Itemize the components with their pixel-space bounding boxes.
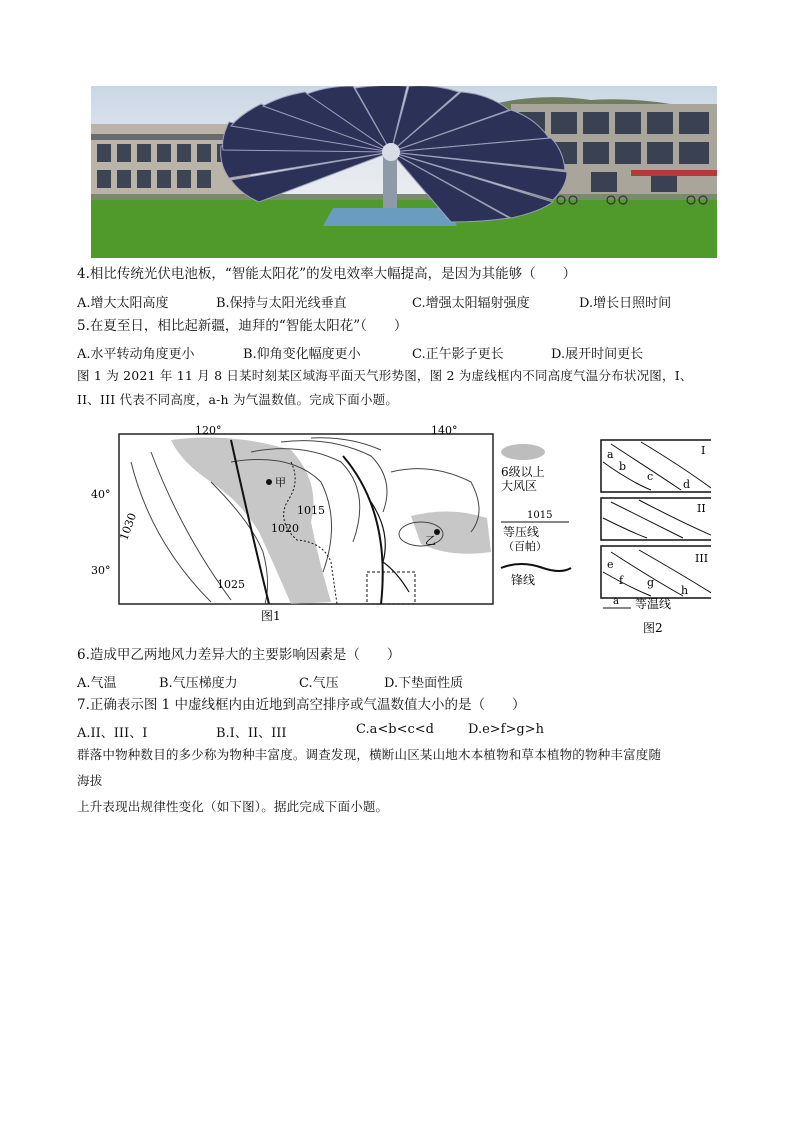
question-6-option-d: D.下垫面性质 <box>384 676 464 691</box>
question-5-option-d: D.展开时间更长 <box>551 347 644 362</box>
question-7-option-d: D.e>f>g>h <box>468 722 544 737</box>
question-6-stem: 6.造成甲乙两地风力差异大的主要影响因素是（ ） <box>77 647 401 663</box>
intro-paragraph-2-line-1: 群落中物种数目的多少称为物种丰富度。调查发现，横断山区某山地木本植物和草本植物的物种丰富度随 <box>77 747 662 762</box>
legend-isobar-label: 等压线 <box>503 525 540 539</box>
place-label-yi: 乙 <box>425 534 436 547</box>
panel-level-2: II <box>697 502 706 515</box>
panel-1-letter-b: b <box>619 460 627 473</box>
isobar-label-1020: 1020 <box>271 522 299 535</box>
panel-3-letter-h: h <box>681 584 689 597</box>
intro-paragraph-2-line-2: 海拔 <box>77 773 103 788</box>
figure-2-panels <box>601 440 711 598</box>
map-lat-40: 40° <box>91 488 111 501</box>
intro-paragraph-2-line-3: 上升表现出规律性变化（如下图）。据此完成下面小题。 <box>77 799 389 814</box>
question-7-option-a: A.II、III、I <box>77 726 148 741</box>
question-5-stem: 5.在夏至日，相比起新疆，迪拜的“智能太阳花”（ ） <box>77 318 408 334</box>
figure-1-caption: 图1 <box>261 609 281 623</box>
question-4-option-c: C.增强太阳辐射强度 <box>412 296 530 311</box>
map-lon-120: 120° <box>195 424 222 437</box>
legend-wind-line-2: 大风区 <box>501 479 538 493</box>
panel-1-letter-c: c <box>647 470 654 483</box>
intro-paragraph-1-line-2: II、III 代表不同高度，a-h 为气温数值。完成下面小题。 <box>77 392 399 407</box>
question-6-option-c: C.气压 <box>299 676 339 691</box>
panel-1-letter-a: a <box>607 448 614 461</box>
panel-level-1: I <box>701 444 706 457</box>
smart-solar-flower-photo <box>91 86 717 258</box>
question-5-option-a: A.水平转动角度更小 <box>77 347 195 362</box>
question-4-option-a: A.增大太阳高度 <box>77 296 169 311</box>
legend-isobar-unit: （百帕） <box>503 540 547 553</box>
panel-level-3: III <box>695 552 709 565</box>
map-legend <box>501 444 571 587</box>
panel-1-letter-d: d <box>683 478 691 491</box>
legend-isotherm-label: 等温线 <box>635 597 672 611</box>
panel-3-letter-f: f <box>619 574 624 587</box>
legend-isotherm-value: a <box>613 596 619 607</box>
place-label-jia: 甲 <box>275 476 286 489</box>
question-4-option-b: B.保持与太阳光线垂直 <box>216 296 347 311</box>
isobar-label-1030: 1030 <box>117 511 140 543</box>
question-5-option-b: B.仰角变化幅度更小 <box>243 347 361 362</box>
isobar-label-1015: 1015 <box>297 504 325 517</box>
question-4-option-d: D.增长日照时间 <box>579 296 672 311</box>
panel-3-letter-g: g <box>647 576 655 589</box>
question-7-option-c: C.a<b<c<d <box>356 722 434 737</box>
intro-paragraph-1-line-1: 图 1 为 2021 年 11 月 8 日某时刻某区域海平面天气形势图，图 2 为虚线框内不同高度气温分布状况图，I、 <box>77 368 693 383</box>
question-5-option-c: C.正午影子更长 <box>412 347 504 362</box>
legend-wind-line-1: 6级以上 <box>501 465 545 479</box>
weather-figures <box>91 422 711 637</box>
legend-front-label: 锋线 <box>511 573 536 587</box>
map-lat-30: 30° <box>91 564 111 577</box>
question-4-stem: 4.相比传统光伏电池板，“智能太阳花”的发电效率大幅提高，是因为其能够（ ） <box>77 266 577 282</box>
panel-3-letter-e: e <box>607 558 614 571</box>
figure-2-caption: 图2 <box>643 621 663 635</box>
legend-isobar-value: 1015 <box>527 510 553 521</box>
figure-1-map <box>119 434 493 604</box>
question-6-option-a: A.气温 <box>77 676 117 691</box>
question-7-stem: 7.正确表示图 1 中虚线框内由近地到高空排序或气温数值大小的是（ ） <box>77 697 526 713</box>
question-7-option-b: B.I、II、III <box>216 726 287 741</box>
isobar-label-1025: 1025 <box>217 578 245 591</box>
question-6-option-b: B.气压梯度力 <box>159 676 238 691</box>
map-lon-140: 140° <box>431 424 458 437</box>
